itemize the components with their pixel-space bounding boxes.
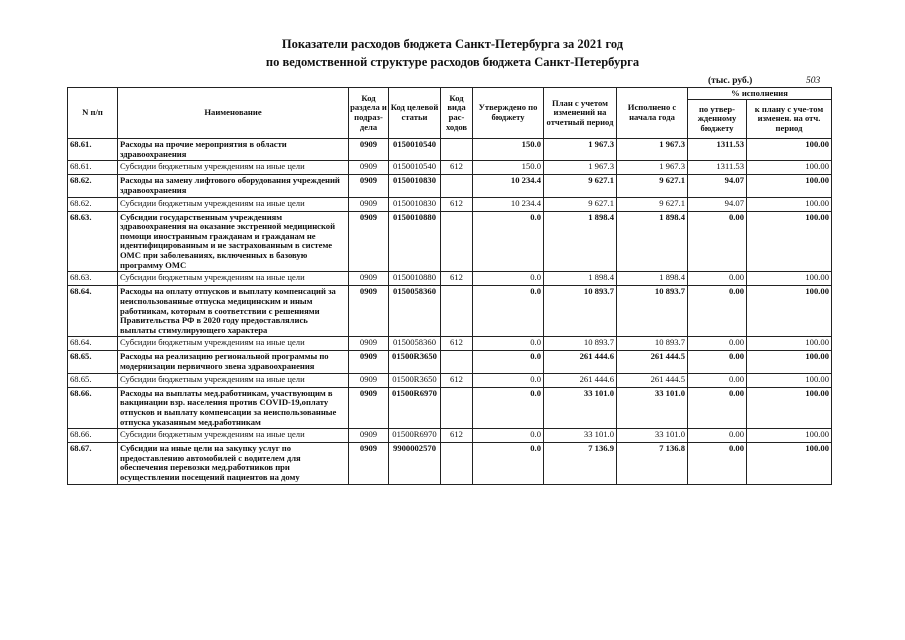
cell-pct-approved: 94.07 — [688, 175, 747, 197]
cell-executed: 261 444.5 — [617, 351, 688, 373]
table-row-subsidy — [68, 373, 832, 387]
cell-approved: 0.0 — [473, 272, 544, 286]
cell-approved: 0.0 — [473, 211, 544, 272]
cell-plan: 1 898.4 — [544, 211, 617, 272]
cell-plan: 261 444.6 — [544, 373, 617, 387]
cell-executed: 33 101.0 — [617, 429, 688, 443]
cell-section: 0909 — [349, 286, 389, 337]
cell-num: 68.61. — [68, 161, 118, 175]
header-pct-plan: к плану с уче-том изменен. на отч. период — [747, 100, 832, 139]
cell-pct-plan: 100.00 — [747, 211, 832, 272]
cell-pct-approved: 1311.53 — [688, 161, 747, 175]
cell-pct-approved: 0.00 — [688, 351, 747, 373]
cell-executed: 9 627.1 — [617, 175, 688, 197]
cell-executed: 9 627.1 — [617, 197, 688, 211]
cell-plan: 261 444.6 — [544, 351, 617, 373]
cell-pct-plan: 100.00 — [747, 286, 832, 337]
cell-num: 68.66. — [68, 429, 118, 443]
cell-pct-plan: 100.00 — [747, 197, 832, 211]
cell-num: 68.64. — [68, 286, 118, 337]
header-target: Код целевой статьи — [389, 88, 441, 139]
cell-name: Субсидии бюджетным учреждениям на иные цели — [118, 197, 349, 211]
cell-pct-approved: 0.00 — [688, 337, 747, 351]
cell-pct-plan: 100.00 — [747, 373, 832, 387]
cell-section: 0909 — [349, 429, 389, 443]
cell-expense-type — [441, 175, 473, 197]
cell-plan: 10 893.7 — [544, 337, 617, 351]
cell-executed: 1 898.4 — [617, 211, 688, 272]
cell-num: 68.63. — [68, 272, 118, 286]
cell-pct-plan: 100.00 — [747, 139, 832, 161]
cell-approved: 0.0 — [473, 351, 544, 373]
cell-plan: 1 967.3 — [544, 161, 617, 175]
cell-expense-type — [441, 139, 473, 161]
cell-executed: 1 898.4 — [617, 272, 688, 286]
cell-pct-plan: 100.00 — [747, 337, 832, 351]
cell-pct-plan: 100.00 — [747, 351, 832, 373]
units-label: (тыс. руб.) — [708, 76, 753, 86]
cell-num: 68.62. — [68, 175, 118, 197]
cell-pct-plan: 100.00 — [747, 443, 832, 485]
cell-name: Субсидии бюджетным учреждениям на иные цели — [118, 429, 349, 443]
cell-target: 0150010880 — [389, 272, 441, 286]
cell-name: Расходы на замену лифтового оборудования учреждений здравоохранения — [118, 175, 349, 197]
report-title-line2: по ведомственной структуре расходов бюджета Санкт-Петербурга — [265, 55, 640, 69]
cell-plan: 33 101.0 — [544, 387, 617, 429]
cell-target: 0150010540 — [389, 161, 441, 175]
header-section: Код раздела и подраз-дела — [349, 88, 389, 139]
table-row-subsidy — [68, 161, 832, 175]
table-row-total — [68, 175, 832, 197]
cell-expense-type — [441, 211, 473, 272]
cell-plan: 10 893.7 — [544, 286, 617, 337]
cell-target: 0150058360 — [389, 337, 441, 351]
cell-approved: 0.0 — [473, 286, 544, 337]
cell-section: 0909 — [349, 211, 389, 272]
cell-name: Расходы на прочие мероприятия в области здравоохранения — [118, 139, 349, 161]
cell-expense-type — [441, 351, 473, 373]
cell-pct-plan: 100.00 — [747, 161, 832, 175]
cell-target: 01500R6970 — [389, 429, 441, 443]
table-body — [68, 139, 832, 485]
cell-num: 68.63. — [68, 211, 118, 272]
table-row-subsidy — [68, 197, 832, 211]
cell-name: Субсидии бюджетным учреждениям на иные цели — [118, 337, 349, 351]
table-row-total — [68, 387, 832, 429]
cell-pct-approved: 1311.53 — [688, 139, 747, 161]
cell-approved: 10 234.4 — [473, 175, 544, 197]
cell-plan: 7 136.9 — [544, 443, 617, 485]
cell-target: 0150010540 — [389, 139, 441, 161]
cell-section: 0909 — [349, 373, 389, 387]
cell-expense-type: 612 — [441, 161, 473, 175]
table-row-total — [68, 139, 832, 161]
table-row-subsidy — [68, 337, 832, 351]
table-row-total — [68, 211, 832, 272]
cell-executed: 1 967.3 — [617, 161, 688, 175]
cell-approved: 0.0 — [473, 387, 544, 429]
cell-pct-approved: 0.00 — [688, 443, 747, 485]
cell-section: 0909 — [349, 161, 389, 175]
cell-name: Расходы на оплату отпусков и выплату компенсаций за неиспользованные отпуска медицинским и иным работникам, которым в соответствии с решениями Правительства РФ в 2020 году предоставлялись выплаты стимулирующего характера — [118, 286, 349, 337]
cell-target: 9900002570 — [389, 443, 441, 485]
cell-plan: 9 627.1 — [544, 197, 617, 211]
cell-num: 68.62. — [68, 197, 118, 211]
cell-num: 68.65. — [68, 373, 118, 387]
report-title-line1: Показатели расходов бюджета Санкт-Петербурга за 2021 год — [281, 37, 624, 51]
cell-pct-approved: 0.00 — [688, 387, 747, 429]
table-row-total — [68, 286, 832, 337]
cell-expense-type: 612 — [441, 373, 473, 387]
cell-pct-plan: 100.00 — [747, 272, 832, 286]
cell-section: 0909 — [349, 351, 389, 373]
header-plan: План с учетом изменений на отчетный период — [544, 88, 617, 139]
cell-section: 0909 — [349, 175, 389, 197]
cell-num: 68.66. — [68, 387, 118, 429]
cell-name: Субсидии бюджетным учреждениям на иные цели — [118, 161, 349, 175]
cell-section: 0909 — [349, 197, 389, 211]
header-name: Наименование — [118, 88, 349, 139]
cell-name: Субсидии государственным учреждениям здравоохранения на оказание экстренной медицинской помощи иностранным гражданам и гражданам не идентифицированным и не застрахованным в системе ОМС при заболеваниях, включенных в базовую программу ОМС — [118, 211, 349, 272]
header-executed: Исполнено с начала года — [617, 88, 688, 139]
cell-target: 0150010880 — [389, 211, 441, 272]
table-row-total — [68, 351, 832, 373]
cell-num: 68.67. — [68, 443, 118, 485]
cell-pct-approved: 0.00 — [688, 211, 747, 272]
cell-expense-type: 612 — [441, 272, 473, 286]
cell-expense-type — [441, 443, 473, 485]
cell-expense-type — [441, 286, 473, 337]
cell-pct-plan: 100.00 — [747, 429, 832, 443]
cell-approved: 150.0 — [473, 139, 544, 161]
cell-pct-plan: 100.00 — [747, 175, 832, 197]
cell-approved: 0.0 — [473, 443, 544, 485]
cell-plan: 1 967.3 — [544, 139, 617, 161]
cell-expense-type: 612 — [441, 337, 473, 351]
cell-plan: 9 627.1 — [544, 175, 617, 197]
cell-name: Субсидии бюджетным учреждениям на иные цели — [118, 272, 349, 286]
cell-executed: 1 967.3 — [617, 139, 688, 161]
header-approved: Утверждено по бюджету — [473, 88, 544, 139]
expenditure-table — [67, 87, 832, 485]
cell-name: Расходы на выплаты мед.работникам, участвующим в вакцинации взр. населения против COVID-19,оплату отпусков и выплату компенсации за неиспользованные отпуска указанным мед.работникам — [118, 387, 349, 429]
cell-target: 0150010830 — [389, 175, 441, 197]
table-row-subsidy — [68, 429, 832, 443]
cell-pct-approved: 0.00 — [688, 272, 747, 286]
cell-target: 01500R3650 — [389, 351, 441, 373]
cell-pct-approved: 0.00 — [688, 286, 747, 337]
cell-plan: 1 898.4 — [544, 272, 617, 286]
cell-executed: 7 136.8 — [617, 443, 688, 485]
cell-target: 01500R3650 — [389, 373, 441, 387]
cell-approved: 150.0 — [473, 161, 544, 175]
cell-name: Субсидии бюджетным учреждениям на иные цели — [118, 373, 349, 387]
cell-expense-type: 612 — [441, 429, 473, 443]
cell-name: Субсидии на иные цели на закупку услуг по предоставлению автомобилей с водителем для обеспечения перевозки мед.работников при осуществлении посещений пациентов на дому — [118, 443, 349, 485]
header-percent-group: % исполнения — [688, 88, 832, 100]
cell-executed: 10 893.7 — [617, 337, 688, 351]
cell-section: 0909 — [349, 272, 389, 286]
cell-executed: 10 893.7 — [617, 286, 688, 337]
cell-section: 0909 — [349, 387, 389, 429]
cell-num: 68.65. — [68, 351, 118, 373]
cell-section: 0909 — [349, 337, 389, 351]
page-number: 503 — [806, 76, 821, 86]
header-expense-type: Код вида рас-ходов — [441, 88, 473, 139]
cell-approved: 10 234.4 — [473, 197, 544, 211]
cell-section: 0909 — [349, 443, 389, 485]
cell-expense-type — [441, 387, 473, 429]
cell-expense-type: 612 — [441, 197, 473, 211]
cell-target: 0150010830 — [389, 197, 441, 211]
header-num: N п/п — [68, 88, 118, 139]
cell-target: 0150058360 — [389, 286, 441, 337]
cell-executed: 261 444.5 — [617, 373, 688, 387]
table-row-subsidy — [68, 272, 832, 286]
cell-plan: 33 101.0 — [544, 429, 617, 443]
cell-num: 68.61. — [68, 139, 118, 161]
cell-section: 0909 — [349, 139, 389, 161]
cell-approved: 0.0 — [473, 429, 544, 443]
cell-pct-plan: 100.00 — [747, 387, 832, 429]
table-row-total — [68, 443, 832, 485]
header-pct-approved: по утвер-жденному бюджету — [688, 100, 747, 139]
cell-pct-approved: 94.07 — [688, 197, 747, 211]
cell-approved: 0.0 — [473, 337, 544, 351]
cell-executed: 33 101.0 — [617, 387, 688, 429]
cell-name: Расходы на реализацию региональной программы по модернизации первичного звена здравоохранения — [118, 351, 349, 373]
cell-target: 01500R6970 — [389, 387, 441, 429]
cell-pct-approved: 0.00 — [688, 429, 747, 443]
cell-num: 68.64. — [68, 337, 118, 351]
cell-pct-approved: 0.00 — [688, 373, 747, 387]
cell-approved: 0.0 — [473, 373, 544, 387]
